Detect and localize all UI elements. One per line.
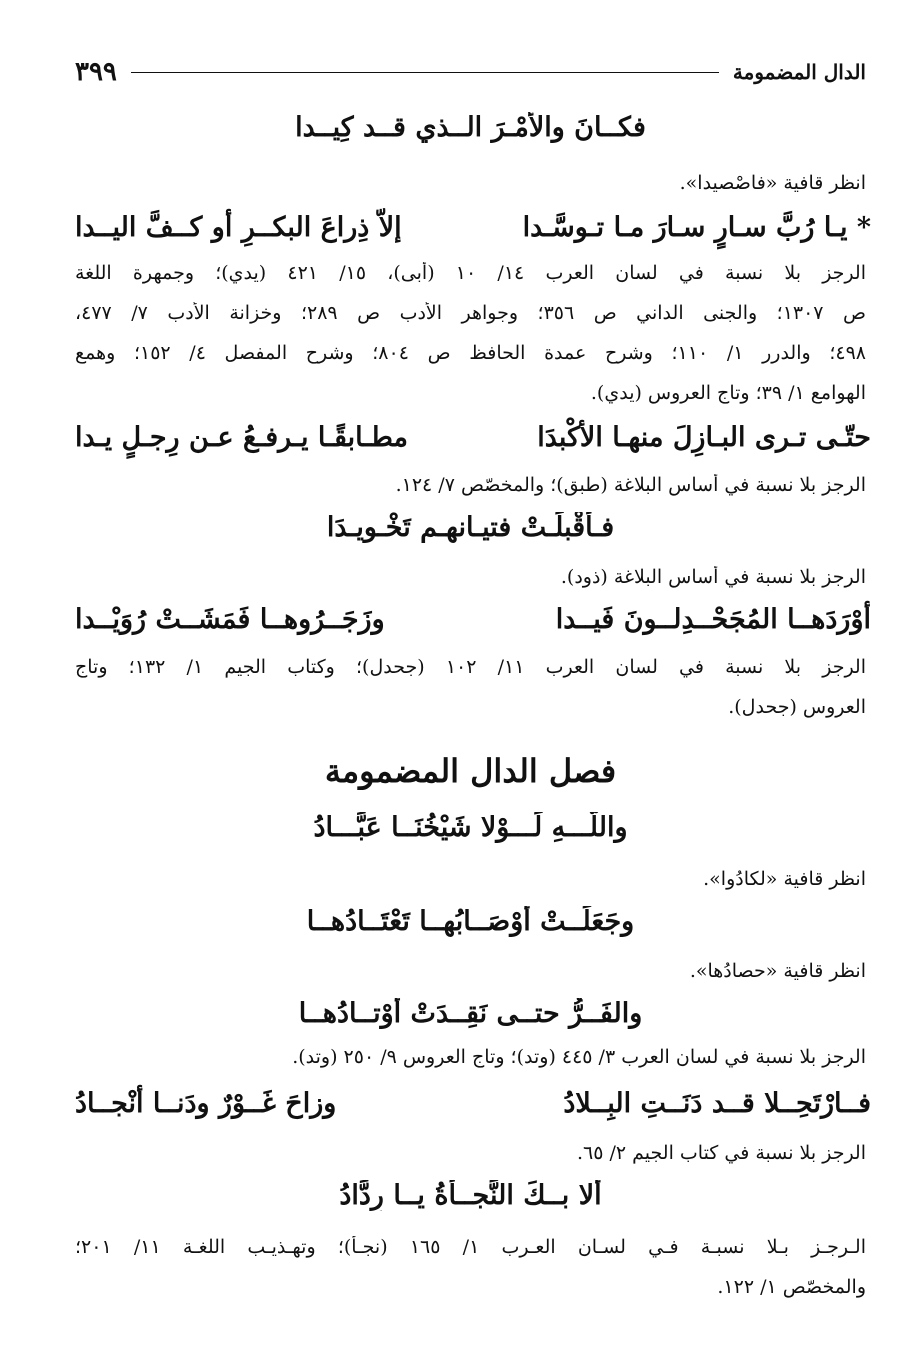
citation-line: الـرجـز بـلا نسبـة فـي لسـان العـرب ١/ ١٦٥ (نجـأ)؛ وتهـذيـب اللغـة ١١/ ٢٠١؛ [75, 1236, 866, 1258]
verse-hemistich-second: وزَجَــرُوهــا فَمَشَــتْ رُوَيْــدا [75, 604, 385, 635]
verse-hemistich-second: إلاّ ذِراعَ البكــرِ أو كــفَّ اليــدا [75, 212, 402, 243]
verse-line: واللّـــهِ لَـــوْلا شَيْخُنَــا عَبَّـــادُ [313, 812, 628, 843]
verse-line: فـأقْبلَـتْ فتيـانهـم تَخْـويـدَا [326, 512, 615, 543]
verse-hemistich-first: فــارْتَحِــلا قــد دَنَــتِ البِــلادُ [563, 1088, 871, 1119]
citation-line: والمخصّص ١/ ١٢٢. [717, 1276, 866, 1298]
header-rule [131, 72, 719, 73]
verse-hemistich-first: * يـا رُبَّ سـارٍ سـارَ مـا تـوسَّـدا [522, 212, 871, 243]
verse-hemistich-second: وزاحَ غَــوْرٌ ودَنــا أنْجــادُ [75, 1088, 337, 1119]
reference-note: انظر قافية «لكادُوا». [703, 868, 866, 890]
citation-line: ص ١٣٠٧؛ والجنى الداني ص ٣٥٦؛ وجواهر الأدب ص ٢٨٩؛ وخزانة الأدب ٧/ ٤٧٧، [75, 302, 866, 324]
verse-line: وجَعَلَــتْ أوْصَــابُهــا تَعْتَــادُهــا [306, 906, 635, 937]
citation-line: الرجز بلا نسبة في كتاب الجيم ٢/ ٦٥. [576, 1142, 866, 1164]
citation-line: الرجز بلا نسبة في لسان العرب ٣/ ٤٤٥ (وتد)؛ وتاج العروس ٩/ ٢٥٠ (وتد). [292, 1046, 866, 1068]
verse-couplet [75, 1088, 871, 1119]
page-header [75, 52, 866, 92]
citation-line: ٤٩٨؛ والدرر ١/ ١١٠؛ وشرح عمدة الحافظ ص ٨٠٤؛ وشرح المفصل ٤/ ١٥٢؛ وهمع [75, 342, 866, 364]
citation-line: الرجز بلا نسبة في أساس البلاغة (طبق)؛ والمخصّص ٧/ ١٢٤. [395, 474, 866, 496]
page-number: ٣٩٩ [75, 57, 117, 87]
citation-line: العروس (جحدل). [728, 696, 866, 718]
section-title: فصل الدال المضمومة [324, 752, 617, 790]
verse-line: فكــانَ والأمْـرَ الــذي قــد كِيــدا [295, 112, 646, 143]
verse-hemistich-first: حتّـى تـرى البـازِلَ منهـا الأكْبدَا [537, 422, 871, 453]
citation-line: الرجز بلا نسبة في لسان العرب ١٤/ ١٠ (أبى)، ١٥/ ٤٢١ (يدي)؛ وجمهرة اللغة [75, 262, 866, 284]
running-title: الدال المضمومة [732, 60, 866, 84]
citation-line: الرجز بلا نسبة في لسان العرب ١١/ ١٠٢ (جحدل)؛ وكتاب الجيم ١/ ١٣٢؛ وتاج [75, 656, 866, 678]
citation-line: الهوامع ١/ ٣٩؛ وتاج العروس (يدي). [590, 382, 866, 404]
verse-line: ألا بــكَ النَّجــأةُ يــا رِدَّادُ [339, 1180, 602, 1211]
verse-couplet [75, 212, 871, 243]
verse-hemistich-first: أوْرَدَهــا المُجَحْــدِلــونَ فَيــدا [555, 604, 871, 635]
verse-line: والفَــرُّ حتــى نَقِــدَتْ أوْتــادُهــا [298, 998, 643, 1029]
verse-hemistich-second: مطـابقًـا يـرفـعُ عـن رِجـلٍ يـدا [75, 422, 408, 453]
citation-line: الرجز بلا نسبة في أساس البلاغة (ذود). [560, 566, 866, 588]
verse-couplet [75, 422, 871, 453]
reference-note: انظر قافية «فاصْصيدا». [679, 172, 866, 194]
verse-couplet [75, 604, 871, 635]
reference-note: انظر قافية «حصادُها». [689, 960, 866, 982]
